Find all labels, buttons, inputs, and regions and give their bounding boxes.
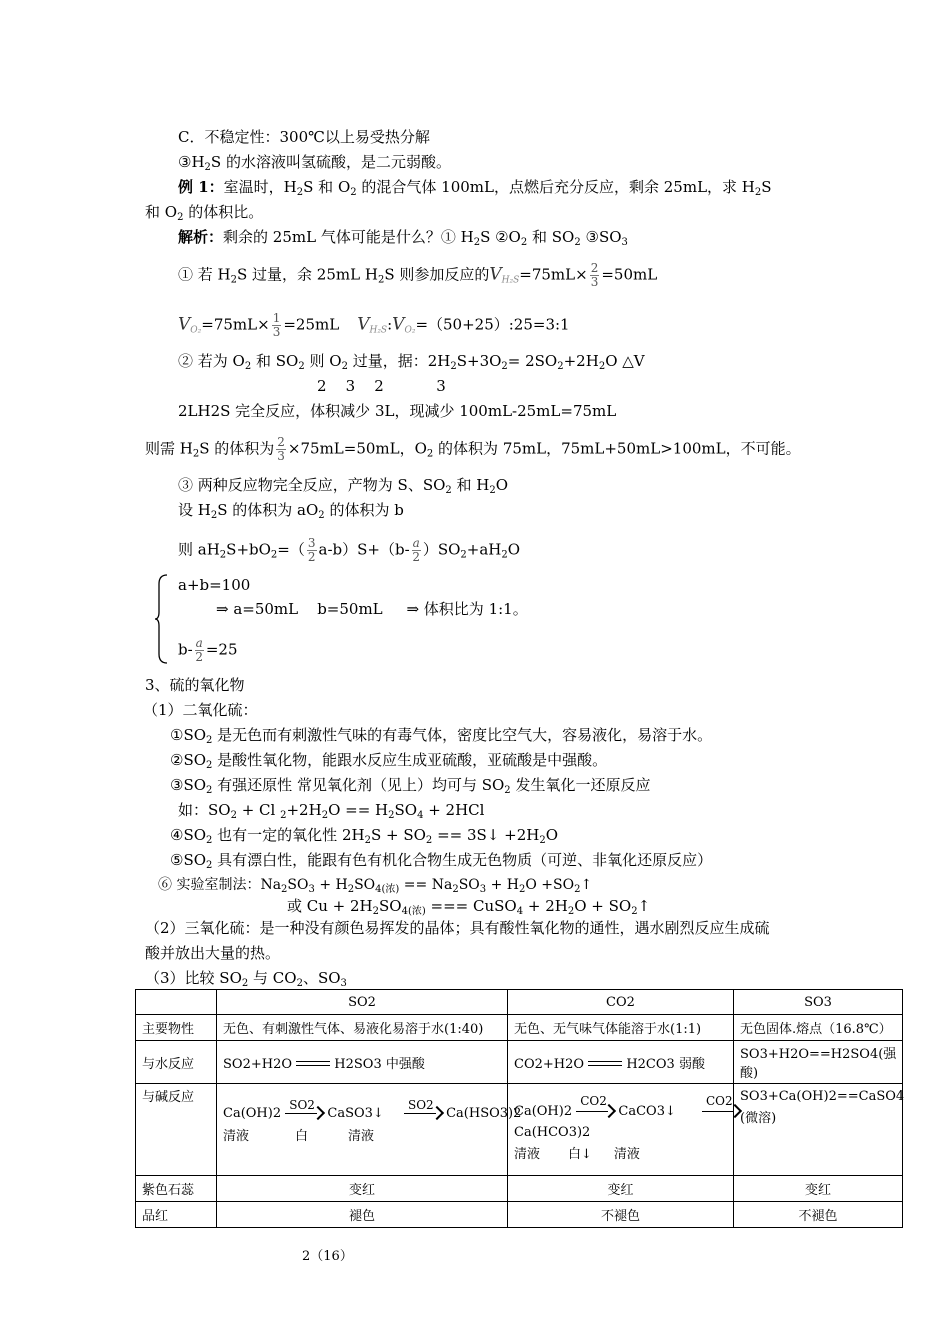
section-heading: 3、硫的氧化物	[145, 676, 245, 694]
table-header-row	[136, 990, 903, 1015]
so2-prop1: $①SO_2$ 是无色而有刺激性气味的有毒气体，密度比空气大，容易液化，易溶于水。	[170, 726, 713, 746]
table-row	[136, 1015, 903, 1041]
fraction-a-2b: $\frac{a}{2}$	[195, 636, 204, 664]
table-header-cell	[136, 990, 217, 1015]
table-row	[136, 1202, 903, 1228]
case-3-line3: 则 $aH_2S+bO_2=$（ $\frac{3}{2}$ a-b）S+（b- $\frac{a}{2}$ ）$SO_2+aH_2O$	[178, 536, 521, 564]
table-row	[136, 1084, 903, 1176]
so2-prop2: $②SO_2$ 是酸性氧化物，能跟水反应生成亚硫酸，亚硫酸是中强酸。	[170, 751, 608, 771]
table-cell: SO3+Ca(OH)2==CaSO4 (微溶)	[734, 1084, 903, 1176]
table-cell: 变红	[217, 1176, 508, 1202]
table-row	[136, 1041, 903, 1084]
example-1: 例 1：室温时，$H_2S$ 和 $O_2$ 的混合气体 100mL，点燃后充分反应，剩余 25mL，求 $H_2S$	[178, 178, 772, 198]
arrow-icon: SO2	[404, 1109, 442, 1119]
system-eq1: a+b=100	[178, 576, 251, 594]
subheading-so3-cont: 酸并放出大量的热。	[145, 944, 281, 962]
subheading-so2: （1）二氧化硫：	[143, 701, 258, 719]
case-1-line2: $V_{O_2}=75mL\times$ $\frac{1}{3}$ =25mL $V_{H_2S}:V_{O_2}=(50+25):25=3:1$	[178, 311, 570, 339]
table-header-cell: CO2	[508, 990, 734, 1015]
so2-prop4: $④SO_2$ 也有一定的氧化性 $2H_2S + SO_2$ == 3S↓ $+2H_2O$	[170, 826, 559, 846]
case-3-line1: ③ 两种反应物完全反应，产物为 S、$SO_2$ 和 $H_2O$	[178, 476, 509, 496]
case-1-line1: ① 若 $H_2S$ 过量，余 25mL $H_2S$ 则参加反应的$V_{H_2S}=75mL\times$ $\frac{2}{3}$ =50mL	[178, 261, 658, 289]
page-number: 2（16）	[302, 1249, 353, 1264]
arrow-icon: SO2	[285, 1109, 323, 1119]
table-cell: 不褪色	[734, 1202, 903, 1228]
table-cell: Ca(OH)2 SO2 CaSO3↓ SO2 Ca(HSO3)2 清液 白 清液	[217, 1084, 508, 1176]
row-label: 与水反应	[136, 1041, 217, 1084]
line-unstable: C．不稳定性：300℃以上易受热分解	[178, 128, 430, 146]
so2-lab-prep: ⑥ 实验室制法：$Na_2SO_3 + H_2SO_{4(浓)} == Na_2SO_3 + H_2O$ $+SO_2↑$	[158, 877, 593, 895]
so2-lab-prep-alt: 或 $Cu + 2H_2SO_{4(浓)}$ === CuSO$_4$ + $2H_2O$ + $SO_2↑$	[287, 897, 651, 917]
row-label: 品红	[136, 1202, 217, 1228]
arrow-icon: CO2	[702, 1107, 740, 1117]
analysis: 解析：剩余的 25mL 气体可能是什么？① $H_2S$ $②O_2$ 和 $SO_2$ $③SO_3$	[178, 228, 628, 248]
table-cell: 无色、无气味气体能溶于水(1:1)	[508, 1015, 734, 1041]
table-cell: 无色固体.熔点（16.8℃）	[734, 1015, 903, 1041]
row-label: 与碱反应	[136, 1084, 217, 1176]
fraction-2-3: $\frac{2}{3}$	[590, 261, 599, 289]
table-cell: 变红	[508, 1176, 734, 1202]
table-row	[136, 1176, 903, 1202]
case-2-line4: 则需 $H_2S$ 的体积为 $\frac{2}{3}$ ×75mL=50mL，$O_2$ 的体积为 75mL，75mL+50mL>100mL，不可能。	[145, 435, 801, 463]
table-cell: Ca(OH)2 CO2 CaCO3↓ CO2 Ca(HCO3)2 清液 白↓ 清液	[508, 1084, 734, 1176]
fraction-2-3b: $\frac{2}{3}$	[277, 435, 285, 463]
case-2-line3: 2LH2S 完全反应，体积减少 3L，现减少 100mL-25mL=75mL	[178, 402, 617, 420]
arrow-icon: CO2	[576, 1107, 614, 1117]
system-result: ⇒ a=50mL b=50mL ⇒ 体积比为 1:1。	[216, 600, 528, 618]
table-header-cell: SO3	[734, 990, 903, 1015]
so2-prop3: $③SO_2$ 有强还原性 常见氧化剂（见上）均可与 $SO_2$ 发生氧化一还原反应	[170, 776, 651, 796]
subheading-so3: （2）三氧化硫：是一种没有颜色易挥发的晶体；具有酸性氧化物的通性，遇水剧烈反应生成硫	[145, 919, 770, 937]
table-header-cell: SO2	[217, 990, 508, 1015]
row-label: 紫色石蕊	[136, 1176, 217, 1202]
table-cell: SO2+H2O H2SO3 中强酸	[217, 1041, 508, 1084]
case-3-line2: 设 $H_2S$ 的体积为 $aO_2$ 的体积为 b	[178, 501, 404, 521]
reversible-arrow-icon	[296, 1058, 330, 1070]
so2-prop5: $⑤SO_2$ 具有漂白性，能跟有色有机化合物生成无色物质（可逆、非氧化还原反应）	[170, 851, 713, 871]
line-hydrosulfuric: $③H_2S$ 的水溶液叫氢硫酸，是二元弱酸。	[178, 153, 451, 173]
table-cell: 变红	[734, 1176, 903, 1202]
fraction-1-3: $\frac{1}{3}$	[272, 311, 281, 339]
table-cell: 褪色	[217, 1202, 508, 1228]
table-cell: 无色、有刺激性气体、易液化易溶于水(1:40)	[217, 1015, 508, 1041]
table-cell: SO3+H2O==H2SO4(强酸)	[734, 1041, 903, 1084]
example-1-cont: 和 $O_2$ 的体积比。	[145, 203, 264, 223]
subheading-compare: （3）比较 $SO_2$ 与 $CO_2$、$SO_3$	[145, 969, 347, 989]
fraction-3-2: $\frac{3}{2}$	[307, 536, 316, 564]
table-cell: 不褪色	[508, 1202, 734, 1228]
case-2-coefficients: 2 3 2 3	[317, 377, 446, 395]
reversible-arrow-icon	[588, 1058, 622, 1070]
case-2-line1: ② 若为 $O_2$ 和 $SO_2$ 则 $O_2$ 过量，据：$2H_2S+3O_2= 2SO_2+2H_2O$ △V	[178, 352, 645, 372]
brace-icon	[154, 574, 168, 664]
fraction-a-2: $\frac{a}{2}$	[412, 536, 421, 564]
system-eq2: b- $\frac{a}{2}$ =25	[178, 636, 238, 664]
table-cell: CO2+H2O H2CO3 弱酸	[508, 1041, 734, 1084]
comparison-table	[135, 989, 903, 1228]
row-label: 主要物性	[136, 1015, 217, 1041]
so2-example: 如：$SO_2 + Cl$ $_2+2H_2O == H_2SO_4 + 2HCl$	[178, 801, 485, 821]
